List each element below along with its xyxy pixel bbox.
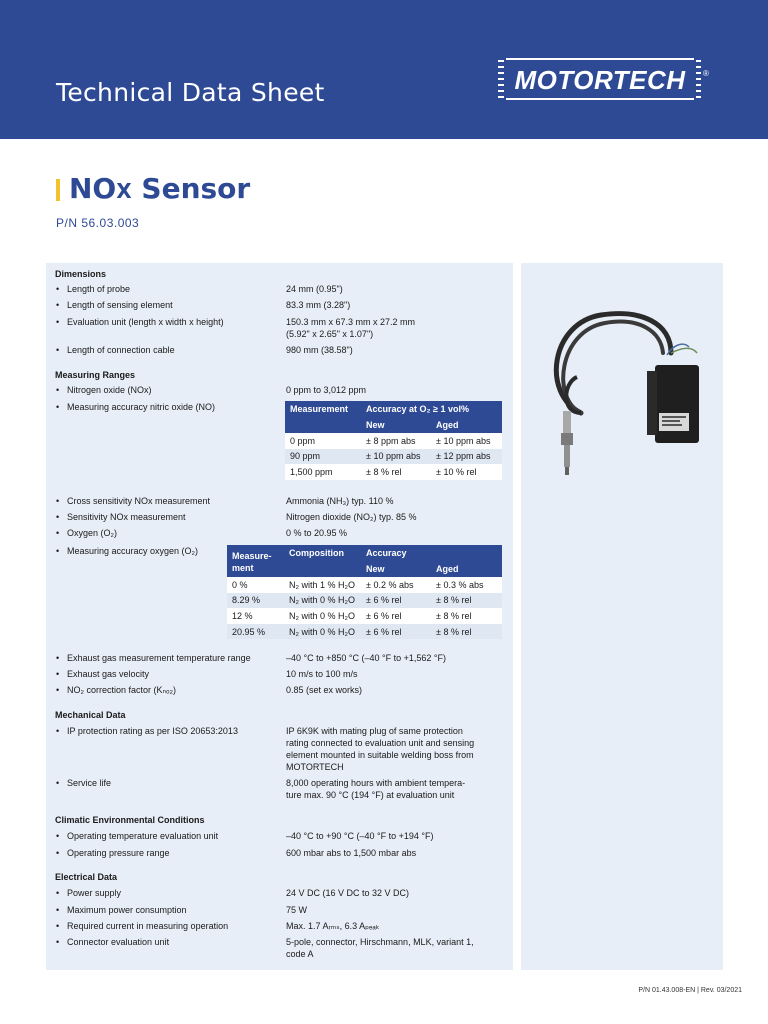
logo-wordmark: MOTORTECH: [514, 65, 686, 95]
table-row: 20.95 % N₂ with 0 % H₂O ± 6 % rel ± 8 % rel: [227, 624, 502, 640]
col-header-measurement: Measure- ment: [227, 545, 284, 577]
col-header-aged: Aged: [431, 417, 502, 433]
title-accent-bar: [56, 179, 60, 201]
table-row: 1,500 ppm ± 8 % rel ± 10 % rel: [285, 464, 502, 480]
specification-panel: Dimensions • Length of probe 24 mm (0.95") • Length of sensing element 83.3 mm (3.28") • Evaluation unit (length x width x height) 150.3 mm x 67.3 mm x 27.2 mm (5.92" x 2.65" x 1.07") • Length of connection cable 980 mm (38.58") Measuring Ranges • Nitrogen oxide (NOx) 0 ppm to 3,012 ppm • Measuring accuracy nitric oxide (NO) Measurement Accuracy at O₂ ≥ 1 vol% New Aged 0 ppm ± 8 ppm abs ± 10 ppm abs 90 ppm ± 10 ppm abs ± 12 ppm abs 1,500 ppm ± 8 % rel ± 10 % rel • Cross sensitivity NOx measurement Ammonia (NH₃) typ. 110 % • Sensitivity NOx measurement Nitrogen dioxide (NO₂) typ. 85 % • Oxygen (O₂) 0 % to 20.95 % • Measuring accuracy oxygen (O₂) Measure- ment Composition Accuracy New Aged 0 % N₂ with 1 % H₂O ± 0.2 % abs ± 0.3 % abs 8.29 % N₂ with 0 % H₂O ± 6 % rel ± 8 % rel 12 % N₂ with 0 % H₂O ± 6 % rel ± 8 % rel 20.95 % N₂ with 0 % H₂O ± 6 % rel ± 8 % rel • Exhaust gas measurement temperature range –40 °C to +850 °C (–40 °F to +1,562 °F) • Exhaust gas velocity 10 m/s to 100 m/s • NO₂ correction factor (Kₙₒ₂) 0.85 (set ex works) Mechanical Data • IP protection rating as per ISO 20653:2013 IP 6K9K with mating plug of same protection rating connected to evaluation unit and sensing element mounted in suitable welding boss from MOTORTECH • Service life 8,000 operating hours with ambient tempera- ture max. 90 °C (194 °F) at evaluation unit Climatic Environmental Conditions • Operating temperature evaluation unit –40 °C to +90 °C (–40 °F to +194 °F) • Operating pressure range 600 mbar abs to 1,500 mbar abs Electrical Data • Power supply 24 V DC (16 V DC to 32 V DC) • Maximum power consumption 75 W • Required current in measuring operation Max. 1.7 Aᵣₘₛ, 6.3 Aₚₑₐₖ • Connector evaluation unit 5-pole, connector, Hirschmann, MLK, variant 1, code A: [46, 263, 513, 970]
document-type-title: Technical Data Sheet: [56, 78, 325, 107]
section-mechanical: Mechanical Data: [55, 710, 126, 720]
table-row: 8.29 % N₂ with 0 % H₂O ± 6 % rel ± 8 % rel: [227, 593, 502, 609]
section-measuring-ranges: Measuring Ranges: [55, 370, 136, 380]
motortech-logo: [498, 56, 708, 104]
section-dimensions: Dimensions: [55, 269, 107, 279]
col-header-new: New: [361, 417, 431, 433]
table-row: 90 ppm ± 10 ppm abs ± 12 ppm abs: [285, 449, 502, 465]
table-row: 12 % N₂ with 0 % H₂O ± 6 % rel ± 8 % rel: [227, 608, 502, 624]
section-climatic: Climatic Environmental Conditions: [55, 815, 205, 825]
table-row: 0 ppm ± 8 ppm abs ± 10 ppm abs: [285, 433, 502, 449]
product-name: NOX Sensor: [69, 172, 251, 205]
footer-document-reference: P/N 01.43.008-EN | Rev. 03/2021: [638, 987, 742, 994]
product-title: [56, 172, 250, 205]
table-header-row: [285, 401, 502, 417]
col-header-measurement: Measurement: [285, 401, 361, 417]
col-header-accuracy: Accuracy: [361, 545, 502, 561]
registered-mark: ®: [703, 69, 709, 78]
table-row: 0 % N₂ with 1 % H₂O ± 0.2 % abs ± 0.3 % abs: [227, 577, 502, 593]
table-subheader-row: [285, 417, 502, 433]
col-header-accuracy: Accuracy at O₂ ≥ 1 vol%: [361, 401, 502, 417]
col-header-composition: Composition: [284, 545, 361, 561]
o2-accuracy-table: [227, 545, 502, 639]
section-electrical: Electrical Data: [55, 872, 118, 882]
nox-sensor-photo: [521, 283, 723, 483]
part-number: P/N 56.03.003: [56, 216, 140, 230]
table-header-row: [227, 545, 502, 561]
product-image-panel: [521, 263, 723, 970]
col-header-new: New: [361, 561, 431, 577]
header-banner: [0, 0, 768, 139]
col-header-aged: Aged: [431, 561, 502, 577]
no-accuracy-table: [285, 401, 502, 480]
